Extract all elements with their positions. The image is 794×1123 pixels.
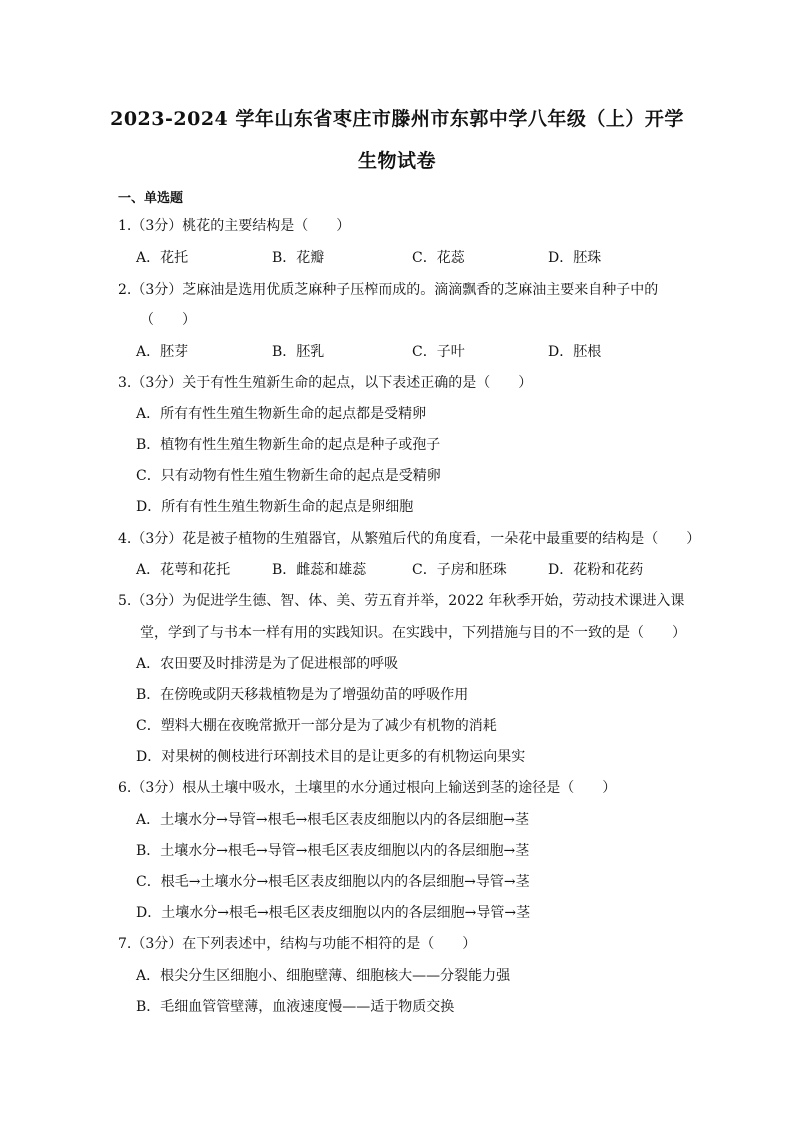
question-3-option-c: C．只有动物有性生殖生物新生命的起点是受精卵 bbox=[136, 468, 441, 484]
question-5-option-b: B．在傍晚或阴天移栽植物是为了增强幼苗的呼吸作用 bbox=[136, 687, 469, 703]
question-1-stem: 1.（3分）桃花的主要结构是（ ） bbox=[118, 218, 351, 234]
question-6-option-b: B．土壤水分→根毛→导管→根毛区表皮细胞以内的各层细胞→茎 bbox=[136, 843, 530, 859]
question-1-option-d: D．胚珠 bbox=[548, 250, 602, 266]
question-1-option-c: C．花蕊 bbox=[412, 250, 465, 266]
question-4-stem: 4.（3分）花是被子植物的生殖器官，从繁殖后代的角度看，一朵花中最重要的结构是（ ） bbox=[118, 531, 701, 547]
question-4-option-a: A．花萼和花托 bbox=[136, 562, 231, 578]
question-7-stem: 7.（3分）在下列表述中，结构与功能不相符的是（ ） bbox=[118, 936, 477, 952]
question-3-option-a: A．所有有性生殖生物新生命的起点都是受精卵 bbox=[136, 406, 427, 422]
question-6-option-d: D．土壤水分→根毛→根毛区表皮细胞以内的各层细胞→导管→茎 bbox=[136, 905, 531, 921]
question-5-option-c: C．塑料大棚在夜晚常掀开一部分是为了减少有机物的消耗 bbox=[136, 718, 497, 734]
question-4-options bbox=[136, 560, 676, 580]
question-7-option-a: A．根尖分生区细胞小、细胞壁薄、细胞核大——分裂能力强 bbox=[136, 968, 511, 984]
question-5-option-d: D．对果树的侧枝进行环割技术目的是让更多的有机物运向果实 bbox=[136, 749, 526, 765]
question-5-stem-cont: 堂，学到了与书本一样有用的实践知识。在实践中，下列措施与目的不一致的是（ ） bbox=[140, 625, 686, 641]
question-6-option-c: C．根毛→土壤水分→根毛区表皮细胞以内的各层细胞→导管→茎 bbox=[136, 874, 530, 890]
question-2-stem: 2.（3分）芝麻油是选用优质芝麻种子压榨而成的。滴滴飘香的芝麻油主要来自种子中的 bbox=[118, 282, 659, 298]
question-4-option-b: B．雌蕊和雄蕊 bbox=[272, 562, 367, 578]
question-5-stem: 5.（3分）为促进学生德、智、体、美、劳五育并举，2022 年秋季开始，劳动技术课进入课 bbox=[118, 593, 685, 609]
exam-title-line2: 生物试卷 bbox=[357, 150, 436, 172]
question-4-option-d: D．花粉和花药 bbox=[548, 562, 644, 578]
question-2-option-c: C．子叶 bbox=[412, 344, 465, 360]
section-heading: 一、单选题 bbox=[118, 191, 184, 206]
question-3-option-b: B．植物有性生殖生物新生命的起点是种子或孢子 bbox=[136, 437, 441, 453]
question-6-stem: 6.（3分）根从土壤中吸水，土壤里的水分通过根向上输送到茎的途径是（ ） bbox=[118, 780, 617, 796]
exam-title-line1: 2023-2024 学年山东省枣庄市滕州市东郭中学八年级（上）开学 bbox=[110, 108, 684, 130]
question-2-option-d: D．胚根 bbox=[548, 344, 602, 360]
question-2-option-a: A．胚芽 bbox=[136, 344, 189, 360]
question-1-option-b: B．花瓣 bbox=[272, 250, 325, 266]
question-3-option-d: D．所有有性生殖生物新生命的起点是卵细胞 bbox=[136, 499, 414, 515]
question-3-stem: 3.（3分）关于有性生殖新生命的起点，以下表述正确的是（ ） bbox=[118, 375, 533, 391]
question-4-option-c: C．子房和胚珠 bbox=[412, 562, 507, 578]
question-2-options bbox=[136, 342, 676, 362]
question-1-option-a: A．花托 bbox=[136, 250, 189, 266]
question-6-option-a: A．土壤水分→导管→根毛→根毛区表皮细胞以内的各层细胞→茎 bbox=[136, 812, 530, 828]
question-5-option-a: A．农田要及时排涝是为了促进根部的呼吸 bbox=[136, 656, 399, 672]
question-2-option-b: B．胚乳 bbox=[272, 344, 325, 360]
question-2-stem-cont: （ ） bbox=[140, 312, 196, 328]
question-7-option-b: B．毛细血管管壁薄，血液速度慢——适于物质交换 bbox=[136, 999, 455, 1015]
question-1-options bbox=[136, 248, 676, 268]
